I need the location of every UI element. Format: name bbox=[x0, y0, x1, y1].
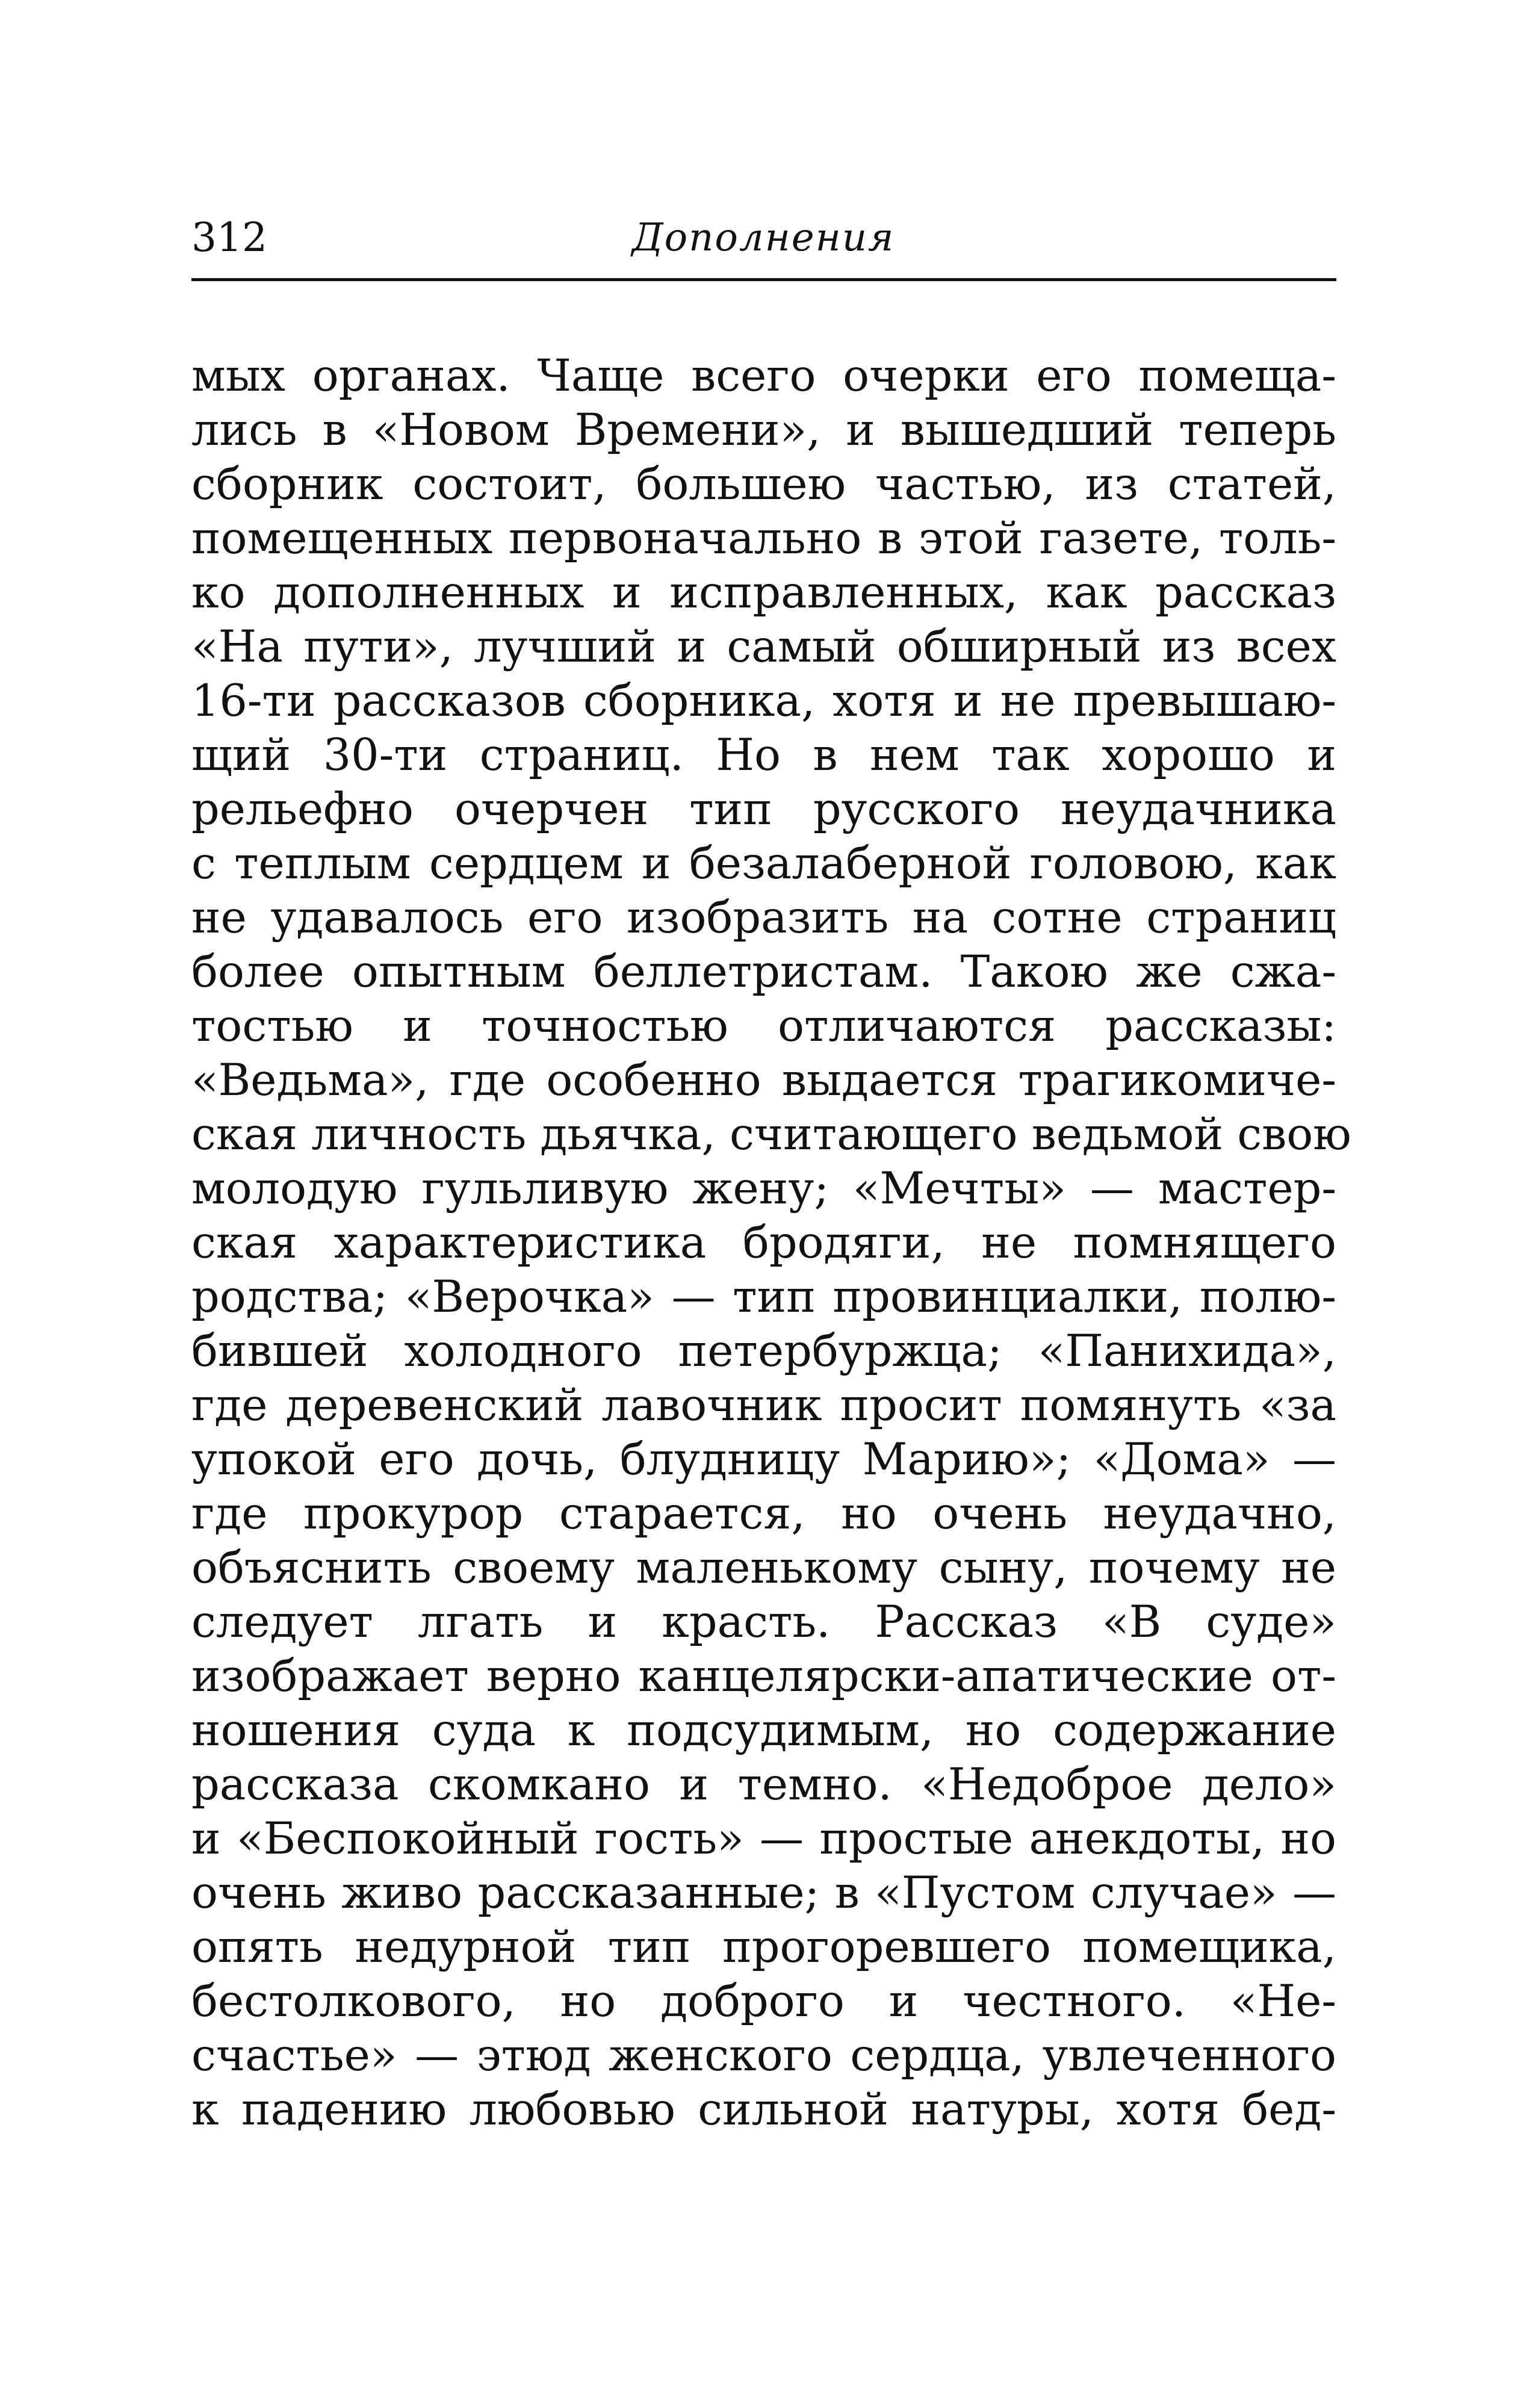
text-line: к падению любовью сильной натуры, хотя бед- bbox=[191, 2084, 1336, 2135]
page-header bbox=[191, 202, 1335, 262]
text-line: бившей холодного петербуржца; «Панихида», bbox=[191, 1326, 1336, 1377]
text-line: где деревенский лавочник просит помянуть «за bbox=[191, 1380, 1336, 1431]
text-line: рассказа скомкано и темно. «Недоброе дело» bbox=[191, 1759, 1336, 1810]
text-line: ская личность дьячка, считающего ведьмой свою bbox=[191, 1109, 1351, 1160]
text-line: следует лгать и красть. Рассказ «В суде» bbox=[191, 1597, 1336, 1648]
text-line: бестолкового, но доброго и честного. «Не- bbox=[191, 1976, 1336, 2027]
text-line: 16-ти рассказов сборника, хотя и не превышаю- bbox=[191, 675, 1336, 727]
text-line: сборник состоит, большею частью, из статей, bbox=[191, 459, 1336, 510]
text-line: «На пути», лучший и самый обширный из всех bbox=[191, 621, 1336, 672]
text-line: объяснить своему маленькому сыну, почему не bbox=[191, 1542, 1336, 1593]
text-line: ская характеристика бродяги, не помнящего bbox=[191, 1217, 1336, 1268]
page-number: 312 bbox=[191, 214, 267, 261]
text-line: родства; «Верочка» — тип провинциалки, полю- bbox=[191, 1271, 1336, 1323]
text-line: молодую гульливую жену; «Мечты» — мастер- bbox=[191, 1163, 1336, 1214]
text-line: не удавалось его изобразить на сотне страниц bbox=[191, 892, 1336, 943]
text-line: щий 30-ти страниц. Но в нем так хорошо и bbox=[191, 730, 1336, 781]
body-text bbox=[191, 349, 1351, 2137]
text-line: и «Беспокойный гость» — простые анекдоты, но bbox=[191, 1813, 1336, 1864]
text-line: «Ведьма», где особенно выдается трагикомиче- bbox=[191, 1055, 1336, 1106]
text-line: тостью и точностью отличаются рассказы: bbox=[191, 1001, 1336, 1052]
text-line: лись в «Новом Времени», и вышедший теперь bbox=[191, 405, 1336, 456]
text-line: ношения суда к подсудимым, но содержание bbox=[191, 1705, 1336, 1756]
text-line: более опытным беллетристам. Такою же сжа- bbox=[191, 946, 1336, 998]
text-line: мых органах. Чаще всего очерки его помеща- bbox=[191, 350, 1336, 402]
running-title: Дополнения bbox=[631, 216, 895, 260]
text-line: рельефно очерчен тип русского неудачника bbox=[191, 784, 1336, 835]
text-line: изображает верно канцелярски-апатические от- bbox=[191, 1651, 1336, 1702]
text-line: опять недурной тип прогоревшего помещика, bbox=[191, 1922, 1336, 1973]
text-line: упокой его дочь, блудницу Марию»; «Дома» — bbox=[191, 1434, 1336, 1485]
text-line: очень живо рассказанные; в «Пустом случае» — bbox=[191, 1867, 1336, 1919]
text-line: помещенных первоначально в этой газете, толь- bbox=[191, 513, 1336, 564]
text-line: ко дополненных и исправленных, как рассказ bbox=[191, 567, 1336, 618]
text-line: где прокурор старается, но очень неудачно, bbox=[191, 1488, 1336, 1539]
text-line: с теплым сердцем и безалаберной головою, как bbox=[191, 838, 1336, 889]
text-line: счастье» — этюд женского сердца, увлеченного bbox=[191, 2030, 1336, 2081]
header-rule bbox=[191, 278, 1336, 281]
